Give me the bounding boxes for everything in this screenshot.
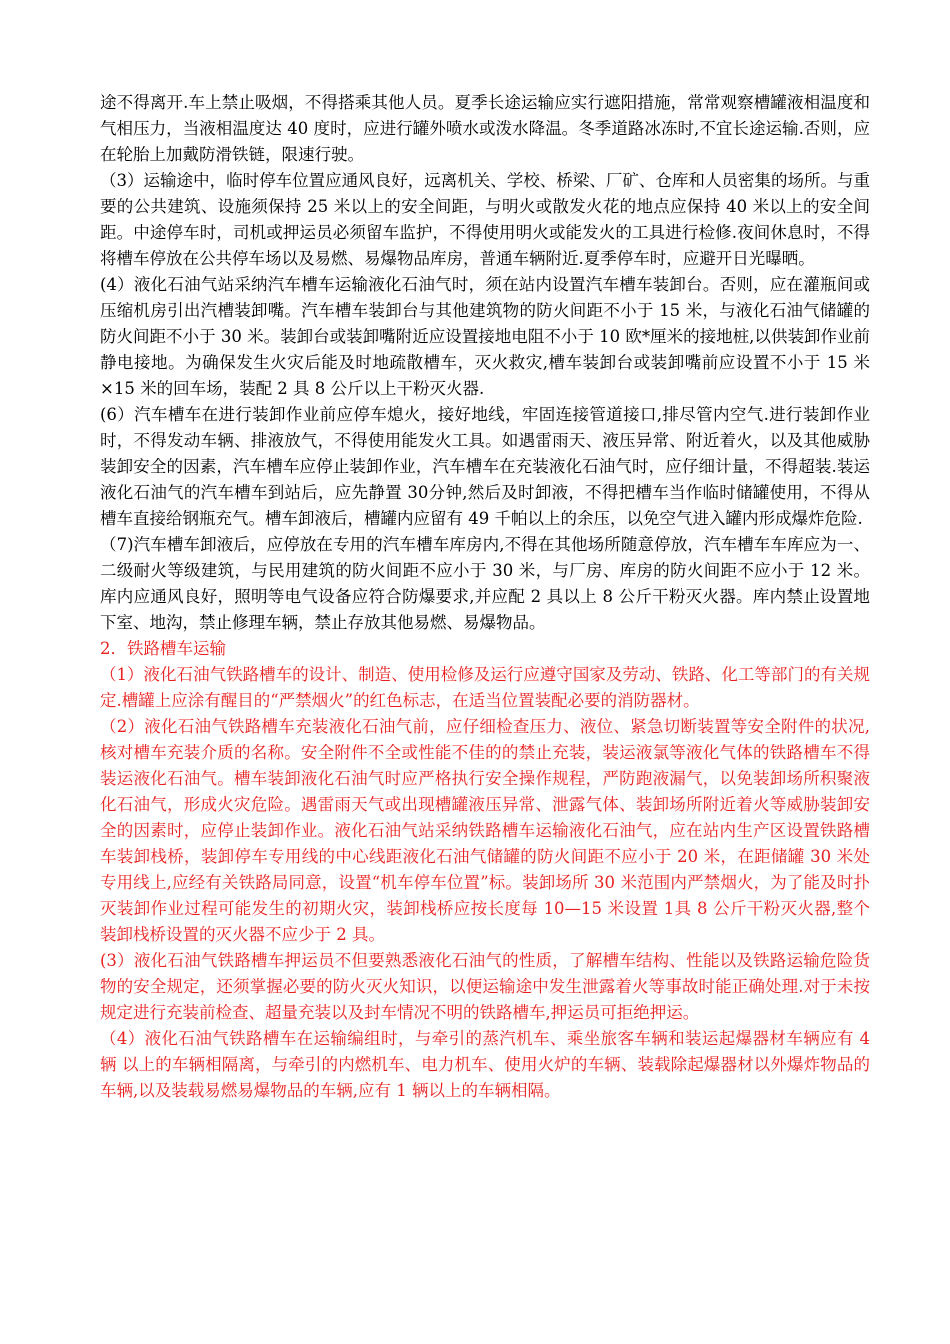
document-body	[100, 90, 870, 1104]
paragraph-railway-marshalling: （4）液化石油气铁路槽车在运输编组时，与牵引的蒸汽机车、乘坐旅客车辆和装运起爆器材车辆应有 4 辆 以上的车辆相隔离，与牵引的内燃机车、电力机车、使用火炉的车辆、装载除起爆器材以外爆炸物品的车辆,以及装载易燃易爆物品的车辆,应有 1 辆以上的车辆相隔。	[100, 1029, 870, 1100]
paragraph-road-transport-continuation: 途不得离开.车上禁止吸烟，不得搭乘其他人员。夏季长途运输应实行遮阳措施，常常观察槽罐液相温度和气相压力，当液相温度达 40 度时，应进行罐外喷水或泼水降温。冬季道路冰冻时,不宜长途运输.否则，应在轮胎上加戴防滑铁链，限速行驶。	[100, 93, 870, 164]
paragraph-loading-platform: (4）液化石油气站采纳汽车槽车运输液化石油气时，须在站内设置汽车槽车装卸台。否则，应在灌瓶间或压缩机房引出汽槽装卸嘴。汽车槽车装卸台与其他建筑物的防火间距不小于 15 米，与液化石油气储罐的防火间距不小于 30 米。装卸台或装卸嘴附近应设置接地电阻不小于 10 欧*厘米的接地桩,以供装卸作业前静电接地。为确保发生火灾后能及时地疏散槽车，灭火救灾,槽车装卸台或装卸嘴前应设置不小于 15 米×15 米的回车场，装配 2 具 8 公斤以上干粉灭火器.	[100, 275, 870, 398]
paragraph-loading-operations: (6）汽车槽车在进行装卸作业前应停车熄火，接好地线，牢固连接管道接口,排尽管内空气.进行装卸作业时，不得发动车辆、排液放气，不得使用能发火工具。如遇雷雨天、液压异常、附近着火，以及其他威胁装卸安全的因素，汽车槽车应停止装卸作业，汽车槽车在充装液化石油气时，应仔细计量，不得超装.装运液化石油气的汽车槽车到站后，应先静置 30分钟,然后及时卸液，不得把槽车当作临时储罐使用，不得从槽车直接给钢瓶充气。槽车卸液后，槽罐内应留有 49 千帕以上的余压，以免空气进入罐内形成爆炸危险.	[100, 405, 870, 528]
paragraph-tanker-garage: （7)汽车槽车卸液后，应停放在专用的汽车槽车库房内,不得在其他场所随意停放，汽车槽车车库应为一、二级耐火等级建筑，与民用建筑的防火间距不应小于 30 米，与厂房、库房的防火间距不应小于 12 米。库内应通风良好，照明等电气设备应符合防爆要求,并应配 2 具以上 8 公斤干粉灭火器。库内禁止设置地下室、地沟，禁止修理车辆，禁止存放其他易燃、易爆物品。	[100, 535, 870, 632]
paragraph-temporary-parking: （3）运输途中，临时停车位置应通风良好，远离机关、学校、桥梁、厂矿、仓库和人员密集的场所。与重要的公共建筑、设施须保持 25 米以上的安全间距，与明火或散发火花的地点应保持 40 米以上的安全间距。中途停车时，司机或押运员必须留车监护，不得使用明火或能发火的工具进行检修.夜间休息时，不得将槽车停放在公共停车场以及易燃、易爆物品库房，普通车辆附近.夏季停车时，应避开日光曝晒。	[100, 171, 870, 268]
paragraph-railway-filling: （2）液化石油气铁路槽车充装液化石油气前，应仔细检查压力、液位、紧急切断装置等安全附件的状况,核对槽车充装介质的名称。安全附件不全或性能不佳的的禁止充装，装运液氯等液化气体的铁路槽车不得装运液化石油气。槽车装卸液化石油气时应严格执行安全操作规程，严防跑液漏气，以免装卸场所积聚液化石油气，形成火灾危险。遇雷雨天气或出现槽罐液压异常、泄露气体、装卸场所附近着火等威胁装卸安全的因素时，应停止装卸作业。液化石油气站采纳铁路槽车运输液化石油气，应在站内生产区设置铁路槽车装卸栈桥，装卸停车专用线的中心线距液化石油气储罐的防火间距不应小于 20 米，在距储罐 30 米处专用线上,应经有关铁路局同意，设置“机车停车位置”标。装卸场所 30 米范围内严禁烟火，为了能及时扑灭装卸作业过程可能发生的初期火灾，装卸栈桥应按长度每 10—15 米设置 1具 8 公斤干粉灭火器,整个装卸栈桥设置的灭火器不应少于 2 具。	[100, 717, 870, 944]
section-heading-railway-transport: 2．铁路槽车运输	[100, 639, 226, 658]
paragraph-railway-design: （1）液化石油气铁路槽车的设计、制造、使用检修及运行应遵守国家及劳动、铁路、化工等部门的有关规定.槽罐上应涂有醒目的“严禁烟火”的红色标志，在适当位置装配必要的消防器材。	[100, 665, 870, 710]
paragraph-railway-escort: (3）液化石油气铁路槽车押运员不但要熟悉液化石油气的性质，了解槽车结构、性能以及铁路运输危险货物的安全规定，还须掌握必要的防火灭火知识，以便运输途中发生泄露着火等事故时能正确处理.对于未按规定进行充装前检查、超量充装以及封车情况不明的铁路槽车,押运员可拒绝押运。	[100, 951, 870, 1022]
